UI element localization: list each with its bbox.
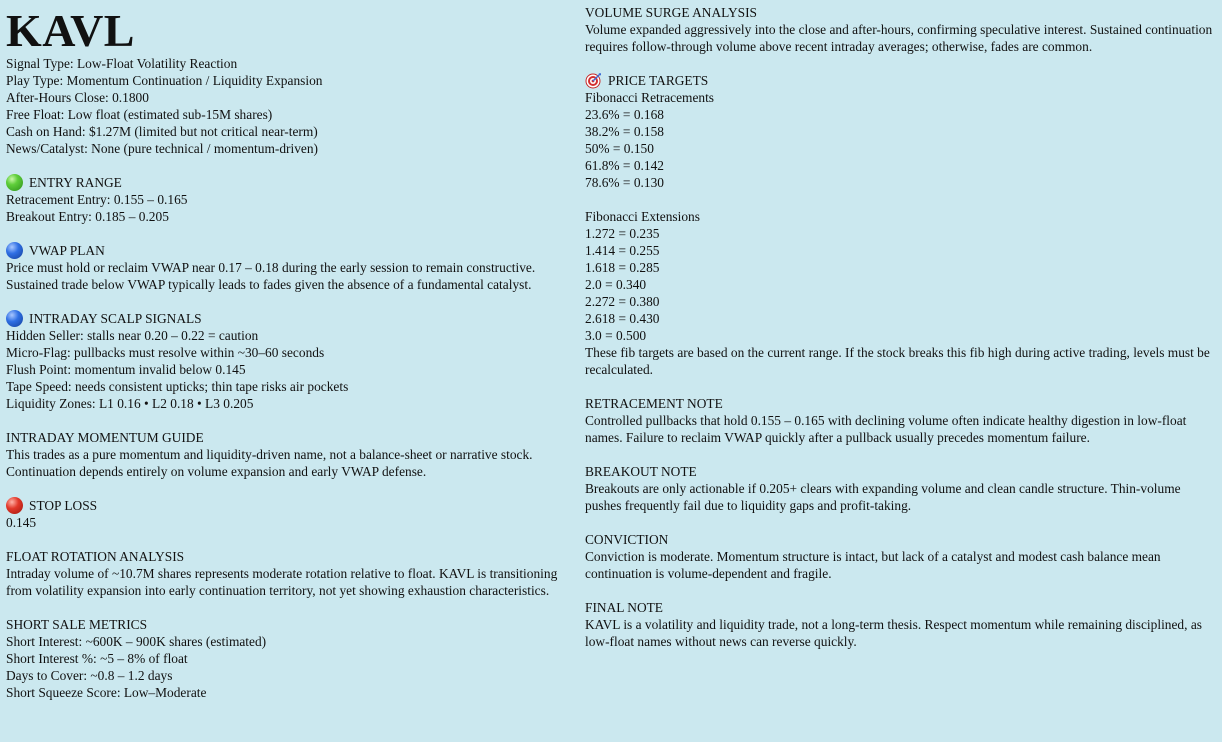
breakout-entry: Breakout Entry: 0.185 – 0.205	[6, 209, 169, 224]
conviction-title: CONVICTION	[585, 532, 669, 547]
fib-extension-level: 2.272 = 0.380	[585, 294, 660, 309]
vwap-plan-section	[6, 242, 582, 293]
fib-extension-level: 1.414 = 0.255	[585, 243, 660, 258]
short-sale-section	[6, 616, 582, 701]
fib-retracement-level: 61.8% = 0.142	[585, 158, 664, 173]
fib-extensions-title: Fibonacci Extensions	[585, 209, 700, 224]
vwap-plan-heading	[6, 242, 582, 259]
tape-speed: Tape Speed: needs consistent upticks; thin tape risks air pockets	[6, 379, 349, 394]
scalp-signals-section	[6, 310, 582, 412]
float-rotation-title: FLOAT ROTATION ANALYSIS	[6, 549, 185, 564]
liquidity-zones: Liquidity Zones: L1 0.16 • L2 0.18 • L3 0.205	[6, 396, 254, 411]
retracement-entry: Retracement Entry: 0.155 – 0.165	[6, 192, 188, 207]
momentum-guide-title: INTRADAY MOMENTUM GUIDE	[6, 430, 204, 445]
volume-surge-title: VOLUME SURGE ANALYSIS	[585, 5, 758, 20]
target-icon	[585, 72, 602, 89]
conviction-text: Conviction is moderate. Momentum structure is intact, but lack of a catalyst and modest cash balance mean continuation is volume-dependent and fragile.	[585, 549, 1161, 581]
short-squeeze-score: Short Squeeze Score: Low–Moderate	[6, 685, 207, 700]
short-sale-title: SHORT SALE METRICS	[6, 617, 148, 632]
days-to-cover: Days to Cover: ~0.8 – 1.2 days	[6, 668, 173, 683]
free-float: Free Float: Low float (estimated sub-15M shares)	[6, 107, 273, 122]
scalp-signals-heading	[6, 310, 582, 327]
fib-extension-level: 3.0 = 0.500	[585, 328, 647, 343]
conviction-section	[585, 531, 1217, 582]
left-column	[6, 0, 582, 701]
fib-extension-level: 2.618 = 0.430	[585, 311, 660, 326]
fib-retracements-title: Fibonacci Retracements	[585, 90, 715, 105]
final-note-title: FINAL NOTE	[585, 600, 663, 615]
float-rotation-section	[6, 548, 582, 599]
news-catalyst: News/Catalyst: None (pure technical / momentum-driven)	[6, 141, 318, 156]
play-type: Play Type: Momentum Continuation / Liquidity Expansion	[6, 73, 323, 88]
momentum-guide-line: This trades as a pure momentum and liquidity-driven name, not a balance-sheet or narrative stock.	[6, 447, 533, 462]
price-targets-section	[585, 72, 1217, 378]
blue-circle-icon	[6, 310, 23, 327]
entry-range-title: ENTRY RANGE	[29, 175, 122, 190]
fib-retracement-level: 38.2% = 0.158	[585, 124, 664, 139]
summary-section	[6, 55, 582, 157]
micro-flag: Micro-Flag: pullbacks must resolve within ~30–60 seconds	[6, 345, 325, 360]
fib-targets-note: These fib targets are based on the current range. If the stock breaks this fib high during active trading, levels must be recalculated.	[585, 345, 1210, 377]
green-circle-icon	[6, 174, 23, 191]
short-interest: Short Interest: ~600K – 900K shares (estimated)	[6, 634, 267, 649]
entry-range-section	[6, 174, 582, 225]
fib-extension-level: 1.618 = 0.285	[585, 260, 660, 275]
signal-type: Signal Type: Low-Float Volatility Reaction	[6, 56, 238, 71]
stop-loss-heading	[6, 497, 582, 514]
stop-loss-section	[6, 497, 582, 531]
cash-on-hand: Cash on Hand: $1.27M (limited but not critical near-term)	[6, 124, 318, 139]
retracement-note-text: Controlled pullbacks that hold 0.155 – 0.165 with declining volume often indicate healthy digestion in low-float names. Failure to reclaim VWAP quickly after a pullback usually precedes momentum failure.	[585, 413, 1187, 445]
hidden-seller: Hidden Seller: stalls near 0.20 – 0.22 = caution	[6, 328, 259, 343]
float-rotation-text: Intraday volume of ~10.7M shares represents moderate rotation relative to float. KAVL is transitioning from volatility expansion into early continuation territory, not yet showing exhaustion characteristics.	[6, 566, 558, 598]
final-note-text: KAVL is a volatility and liquidity trade, not a long-term thesis. Respect momentum while remaining disciplined, as low-float names without news can reverse quickly.	[585, 617, 1202, 649]
vwap-plan-title: VWAP PLAN	[29, 243, 105, 258]
entry-range-heading	[6, 174, 582, 191]
ticker-title: KAVL	[6, 5, 135, 56]
blue-circle-icon	[6, 242, 23, 259]
fib-extension-level: 2.0 = 0.340	[585, 277, 647, 292]
vwap-plan-line: Price must hold or reclaim VWAP near 0.17 – 0.18 during the early session to remain constructive.	[6, 260, 536, 275]
volume-surge-section	[585, 4, 1217, 55]
retracement-note-section	[585, 395, 1217, 446]
fib-retracement-level: 78.6% = 0.130	[585, 175, 664, 190]
retracement-note-title: RETRACEMENT NOTE	[585, 396, 723, 411]
price-targets-title: PRICE TARGETS	[608, 73, 709, 88]
stop-loss-title: STOP LOSS	[29, 498, 98, 513]
fib-retracement-level: 23.6% = 0.168	[585, 107, 664, 122]
momentum-guide-section	[6, 429, 582, 480]
red-circle-icon	[6, 497, 23, 514]
stop-loss-value: 0.145	[6, 515, 37, 530]
breakout-note-section	[585, 463, 1217, 514]
price-targets-heading	[585, 72, 1217, 89]
right-column	[585, 4, 1217, 650]
scalp-signals-title: INTRADAY SCALP SIGNALS	[29, 311, 202, 326]
after-hours-close: After-Hours Close: 0.1800	[6, 90, 149, 105]
vwap-plan-line: Sustained trade below VWAP typically leads to fades given the absence of a fundamental catalyst.	[6, 277, 532, 292]
breakout-note-title: BREAKOUT NOTE	[585, 464, 697, 479]
breakout-note-text: Breakouts are only actionable if 0.205+ clears with expanding volume and clean candle structure. Thin-volume pushes frequently fail due to liquidity gaps and profit-taking.	[585, 481, 1181, 513]
volume-surge-text: Volume expanded aggressively into the close and after-hours, confirming speculative interest. Sustained continuation requires follow-through volume above recent intraday averages; otherwise, fades are common.	[585, 22, 1213, 54]
momentum-guide-line: Continuation depends entirely on volume expansion and early VWAP defense.	[6, 464, 427, 479]
fib-retracement-level: 50% = 0.150	[585, 141, 654, 156]
flush-point: Flush Point: momentum invalid below 0.145	[6, 362, 246, 377]
short-interest-percent: Short Interest %: ~5 – 8% of float	[6, 651, 188, 666]
final-note-section	[585, 599, 1217, 650]
fib-extension-level: 1.272 = 0.235	[585, 226, 660, 241]
